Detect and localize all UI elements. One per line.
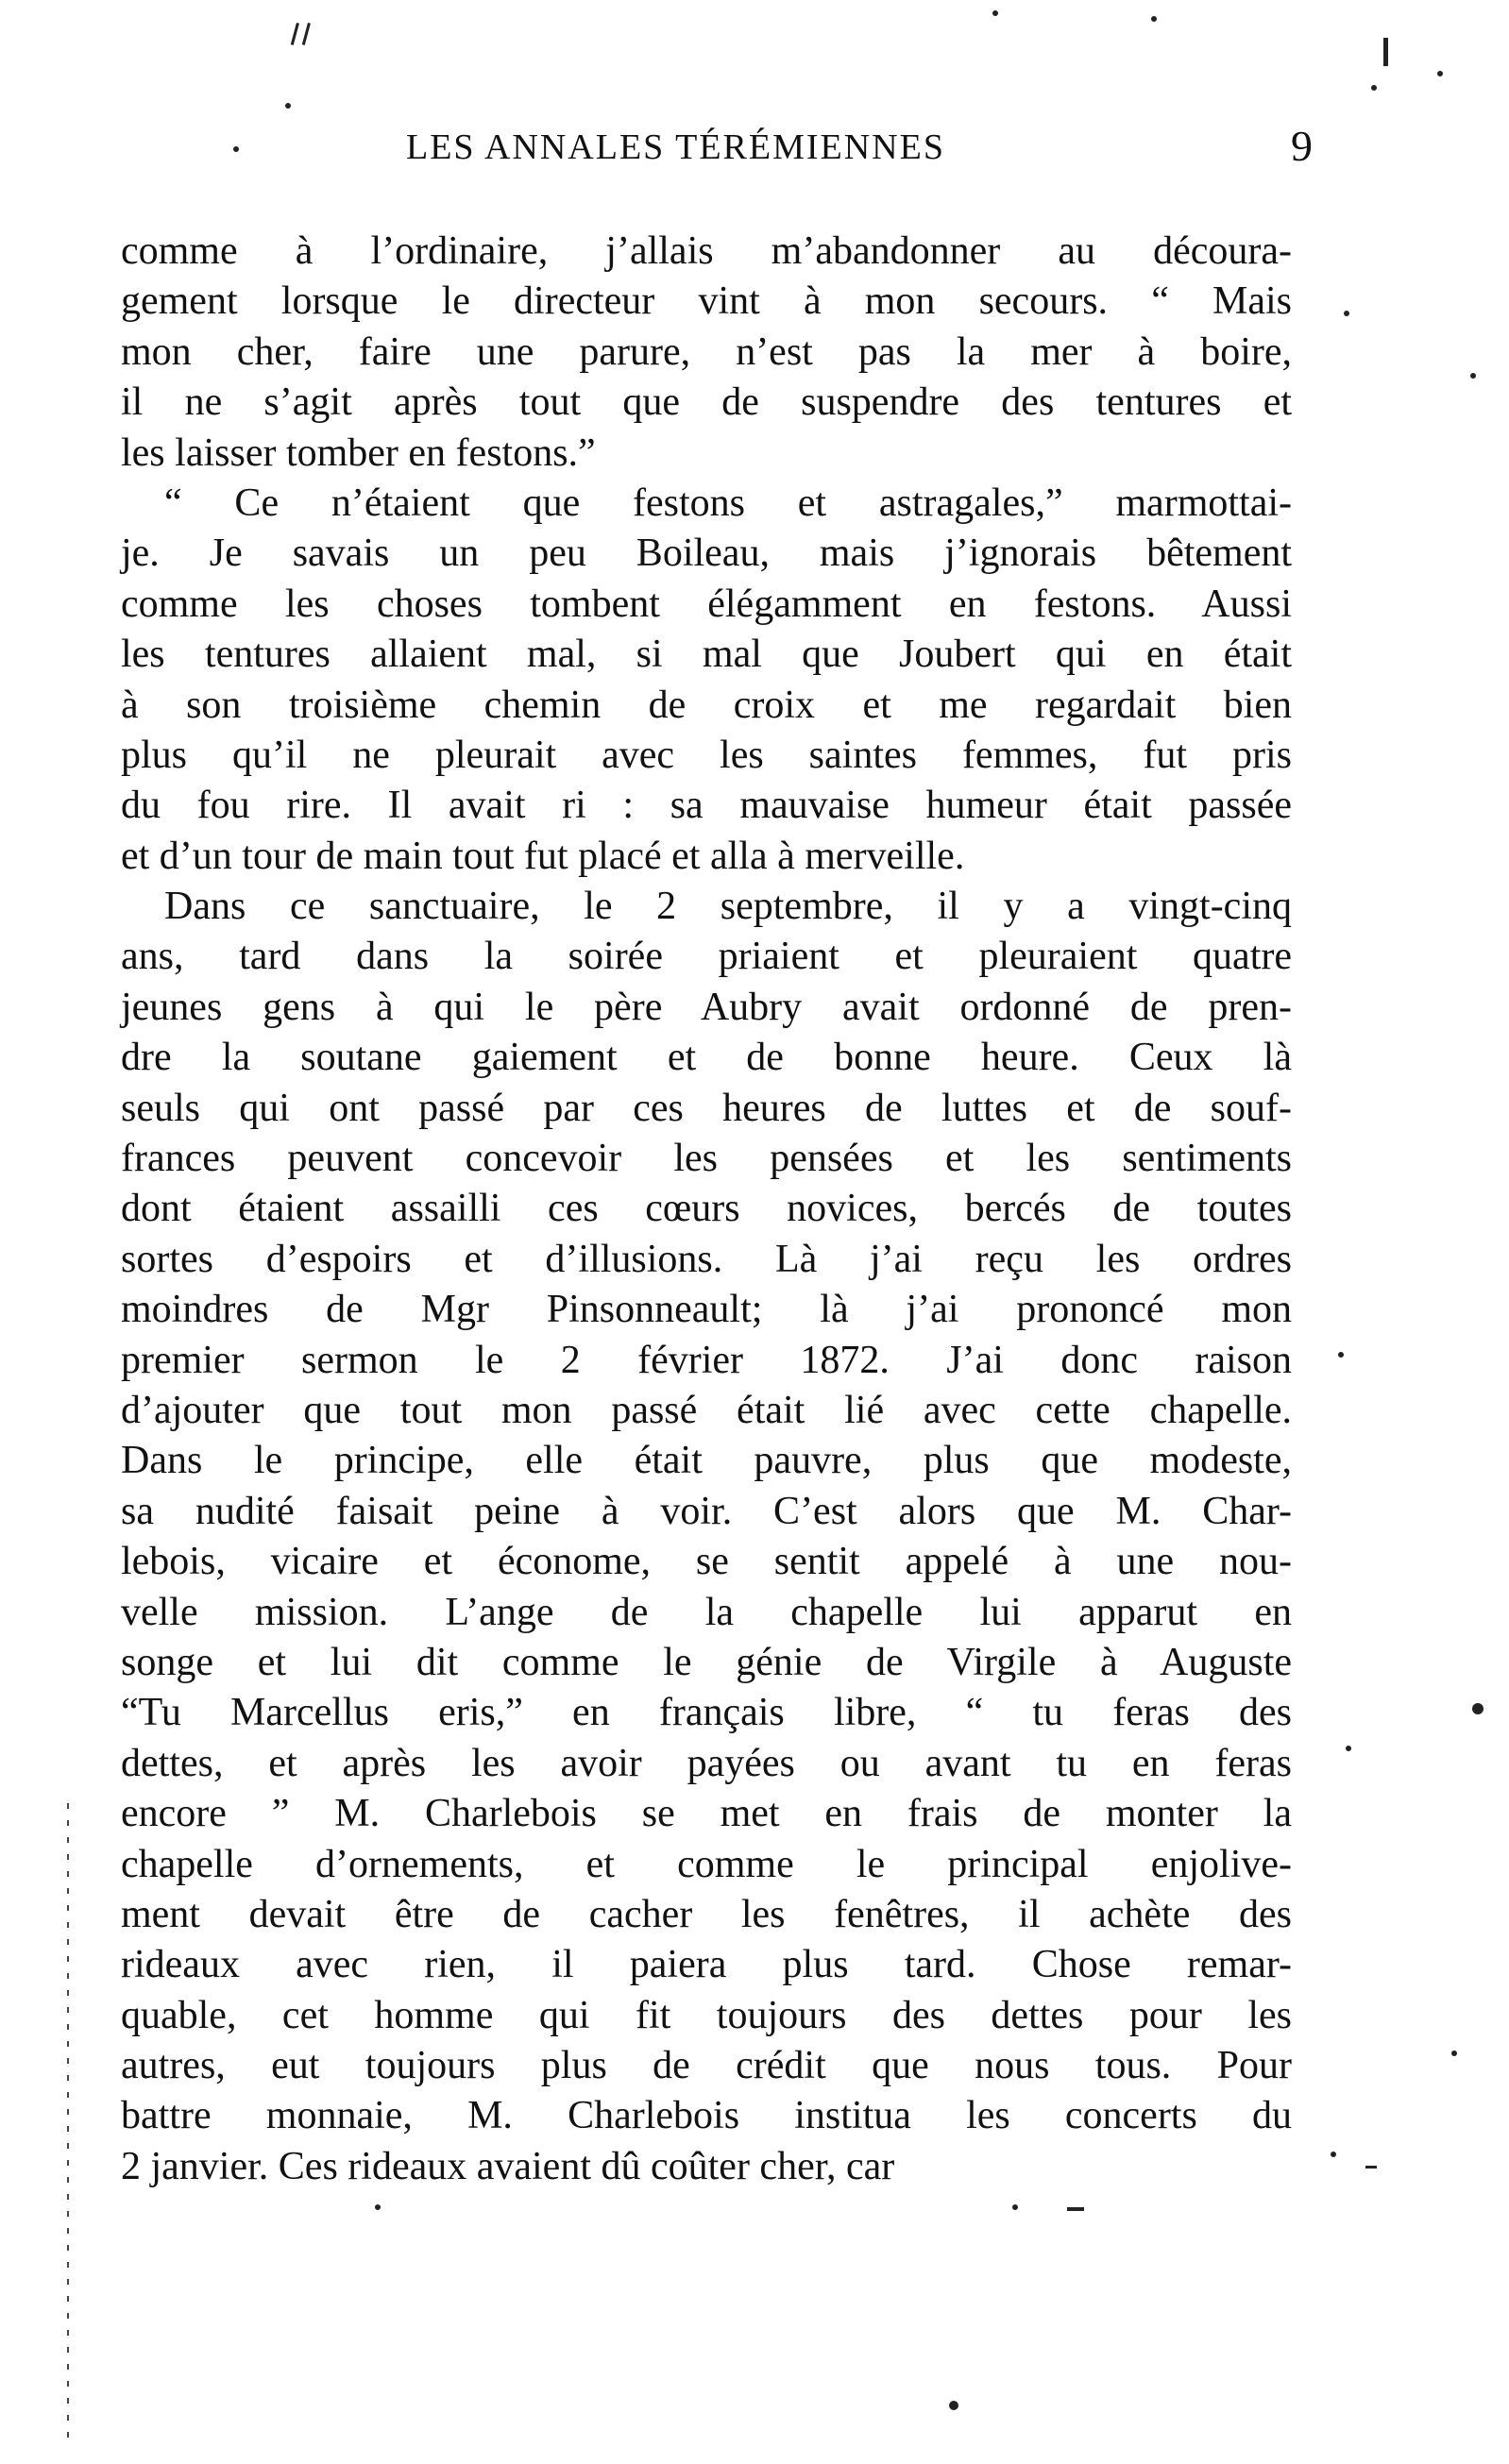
text-line: ment devait être de cacher les fenêtres, il achète des xyxy=(121,1892,1292,1936)
text-line: lebois, vicaire et économe, se sentit appelé à une nou- xyxy=(121,1540,1292,1584)
text-line: “Tu Marcellus eris,” en français libre, “ tu feras des xyxy=(121,1691,1292,1735)
text-line: battre monnaie, M. Charlebois institua les concerts du xyxy=(121,2094,1292,2138)
text-line: dre la soutane gaiement et de bonne heure. Ceux là xyxy=(121,1036,1292,1080)
text-line: comme à l’ordinaire, j’allais m’abandonner au découra- xyxy=(121,229,1292,273)
text-line: 2 janvier. Ces rideaux avaient dû coûter cher, car xyxy=(121,2144,895,2188)
running-title: LES ANNALES TÉRÉMIENNES xyxy=(406,127,945,167)
text-line: seuls qui ont passé par ces heures de luttes et de souf- xyxy=(121,1086,1292,1130)
text-line: premier sermon le 2 février 1872. J’ai donc raison xyxy=(121,1338,1292,1382)
page-number: 9 xyxy=(1291,122,1313,170)
text-line: sa nudité faisait peine à voir. C’est alors que M. Char- xyxy=(121,1489,1292,1533)
text-line: chapelle d’ornements, et comme le principal enjolive- xyxy=(121,1842,1292,1886)
text-line: comme les choses tombent élégamment en festons. Aussi xyxy=(121,582,1292,626)
text-line: ans, tard dans la soirée priaient et pleuraient quatre xyxy=(121,935,1292,979)
text-line: je. Je savais un peu Boileau, mais j’ignorais bêtement xyxy=(121,532,1292,576)
text-line: frances peuvent concevoir les pensées et les sentiments xyxy=(121,1137,1292,1181)
text-line: plus qu’il ne pleurait avec les saintes femmes, fut pris xyxy=(121,733,1292,777)
text-line: quable, cet homme qui fit toujours des dettes pour les xyxy=(121,1993,1292,2037)
text-line: jeunes gens à qui le père Aubry avait ordonné de pren- xyxy=(121,985,1292,1029)
text-line: à son troisième chemin de croix et me regardait bien xyxy=(121,683,1292,727)
text-line: d’ajouter que tout mon passé était lié avec cette chapelle. xyxy=(121,1388,1292,1432)
text-line: encore ” M. Charlebois se met en frais de monter la xyxy=(121,1792,1292,1836)
text-line: dont étaient assailli ces cœurs novices, bercés de toutes xyxy=(121,1187,1292,1231)
text-line: “ Ce n’étaient que festons et astragales,” marmottai- xyxy=(164,481,1292,525)
text-line: songe et lui dit comme le génie de Virgile à Auguste xyxy=(121,1640,1292,1684)
text-line: il ne s’agit après tout que de suspendre des tentures et xyxy=(121,380,1292,425)
text-line: du fou rire. Il avait ri : sa mauvaise humeur était passée xyxy=(121,784,1292,828)
text-line: et d’un tour de main tout fut placé et alla à merveille. xyxy=(121,834,965,878)
text-line: les laisser tomber en festons.” xyxy=(121,430,596,475)
text-line: velle mission. L’ange de la chapelle lui apparut en xyxy=(121,1590,1292,1634)
text-line: mon cher, faire une parure, n’est pas la mer à boire, xyxy=(121,329,1292,374)
text-line: rideaux avec rien, il paiera plus tard. Chose remar- xyxy=(121,1943,1292,1987)
text-line: sortes d’espoirs et d’illusions. Là j’ai reçu les ordres xyxy=(121,1237,1292,1281)
body-text xyxy=(121,227,1292,2192)
text-line: Dans le principe, elle était pauvre, plus que modeste, xyxy=(121,1439,1292,1483)
text-line: Dans ce sanctuaire, le 2 septembre, il y a vingt-cinq xyxy=(164,885,1292,929)
text-line: moindres de Mgr Pinsonneault; là j’ai prononcé mon xyxy=(121,1288,1292,1332)
running-head xyxy=(406,122,1313,183)
text-line: autres, eut toujours plus de crédit que nous tous. Pour xyxy=(121,2044,1292,2088)
text-line: les tentures allaient mal, si mal que Joubert qui en était xyxy=(121,633,1292,677)
text-line: gement lorsque le directeur vint à mon secours. “ Mais xyxy=(121,279,1292,324)
text-line: dettes, et après les avoir payées ou avant tu en feras xyxy=(121,1741,1292,1785)
